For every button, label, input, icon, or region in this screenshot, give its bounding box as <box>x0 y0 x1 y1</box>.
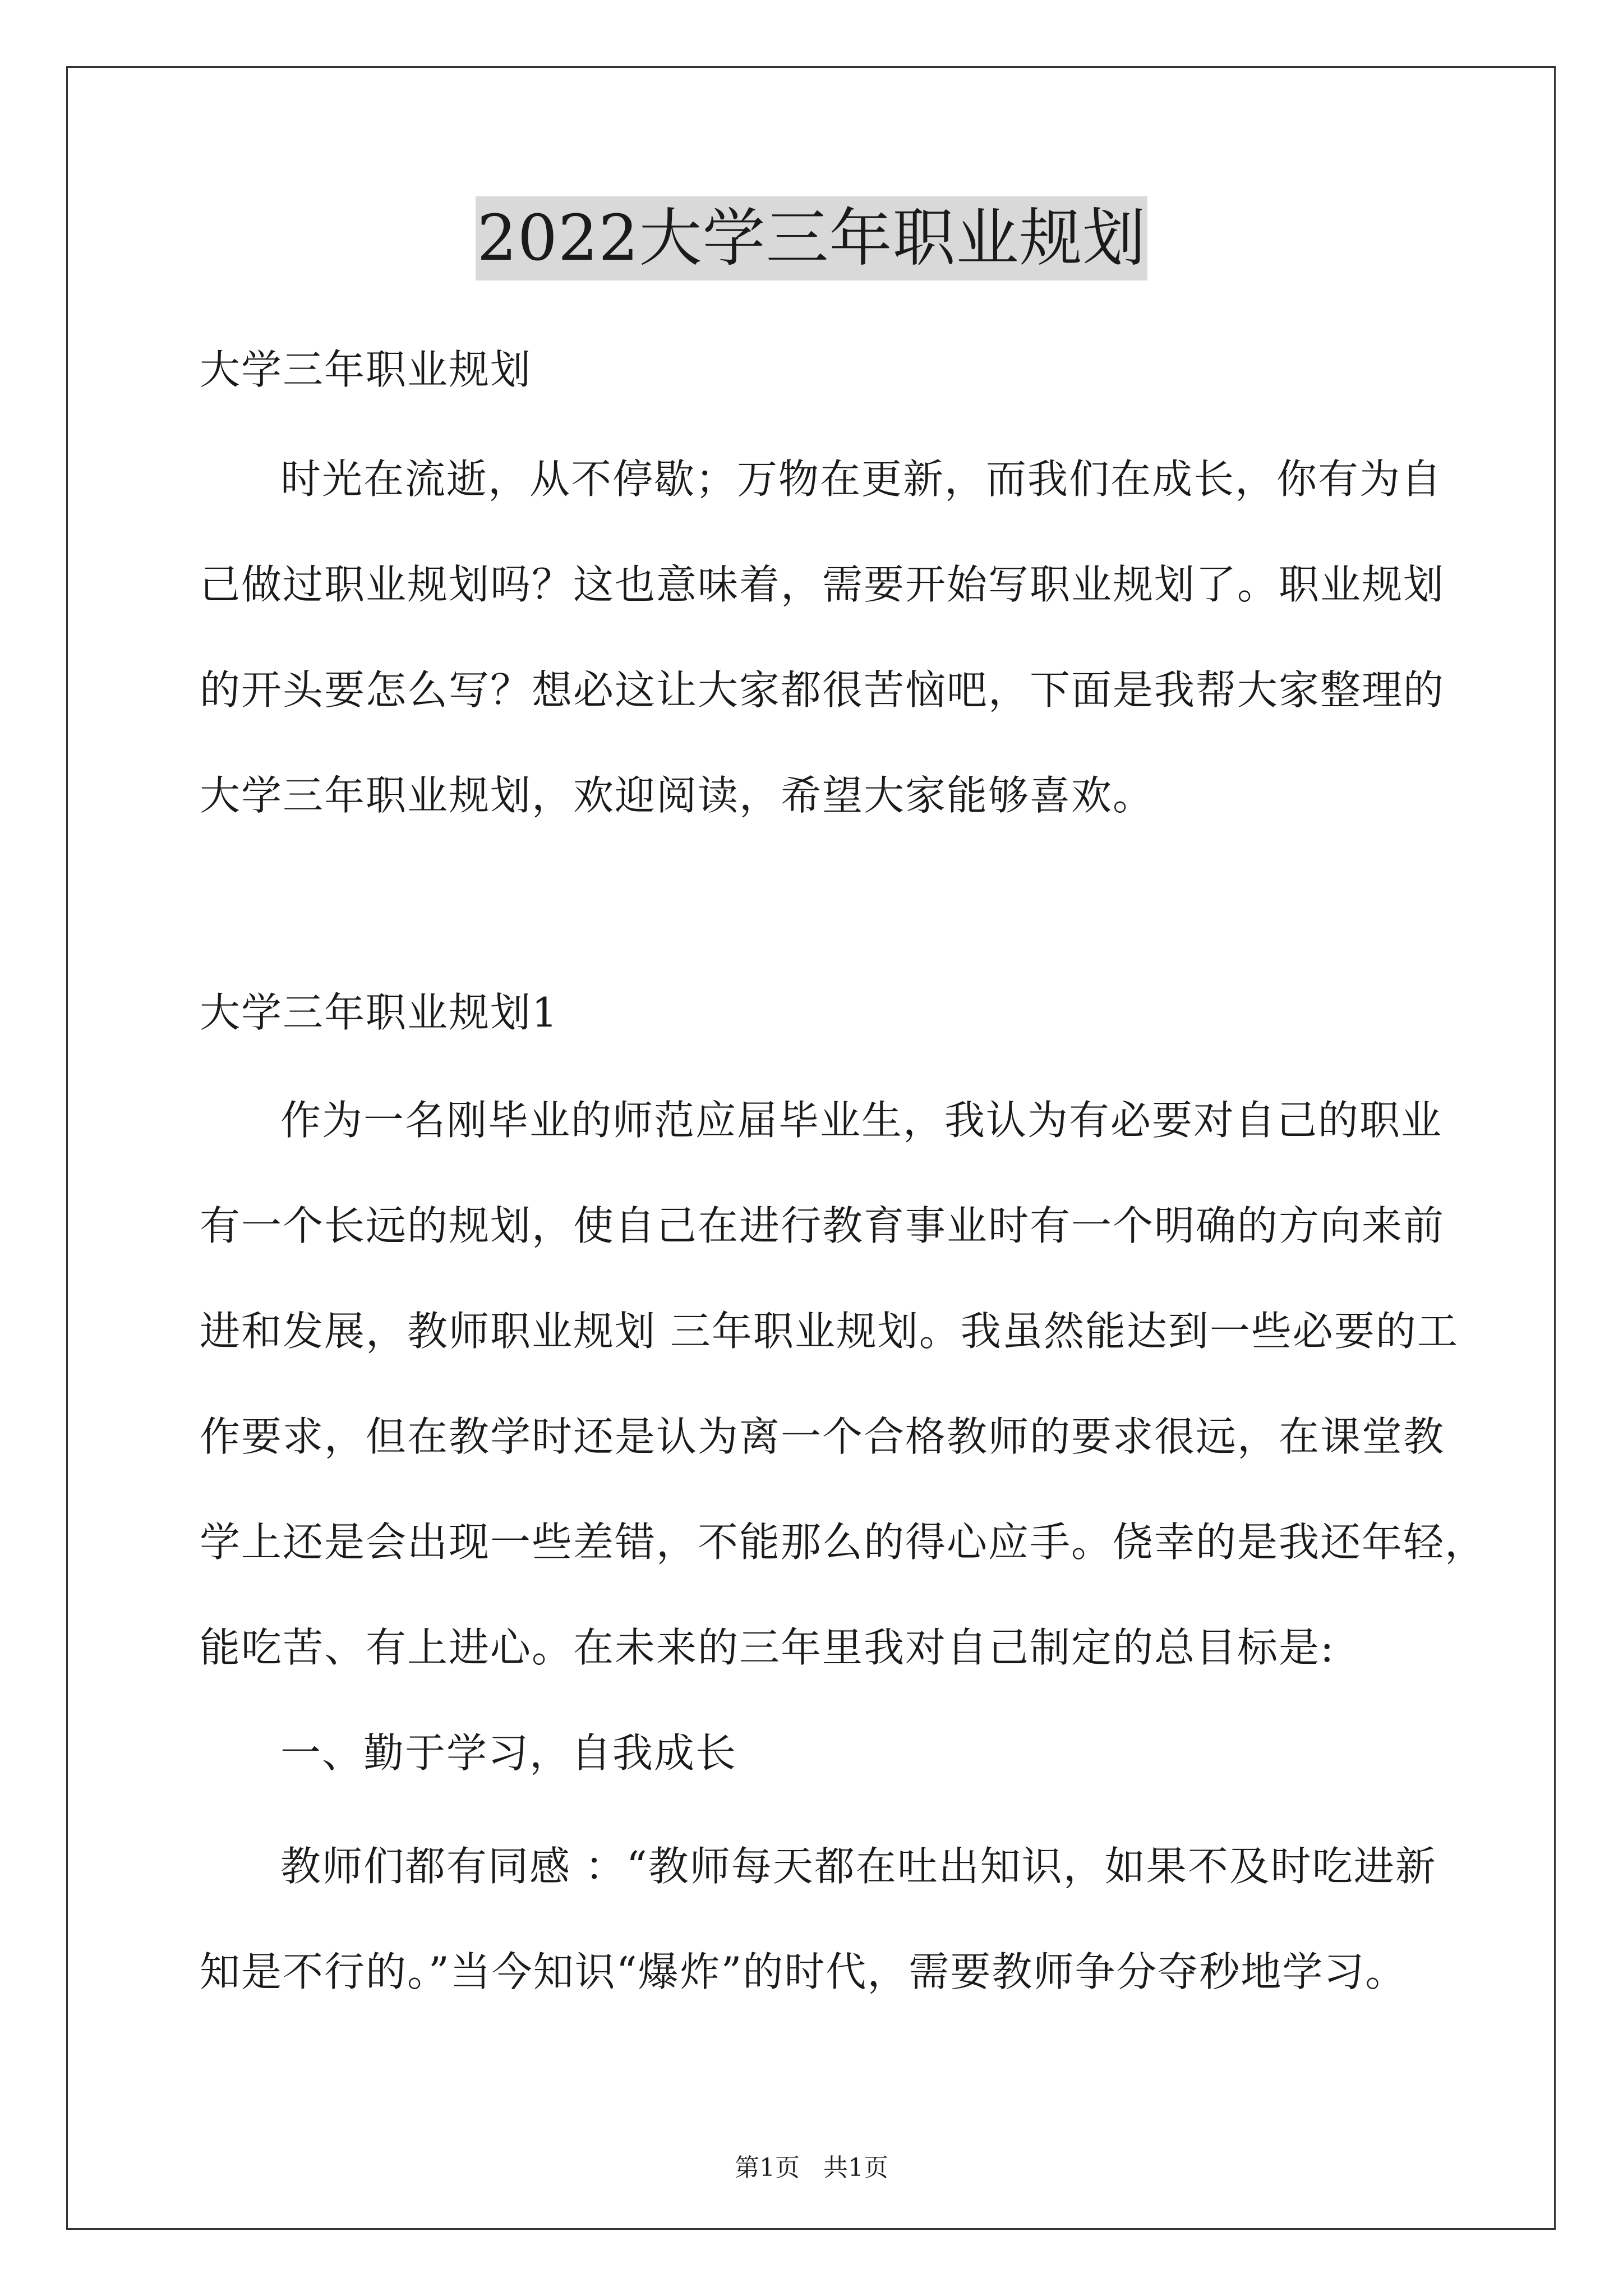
section-heading: 大学三年职业规划1 <box>200 989 559 1036</box>
intro-line: 的开头要怎么写？想必这让大家都很苦恼吧，下面是我帮大家整理的 <box>200 666 1445 714</box>
section-line: 能吃苦、有上进心。在未来的三年里我对自己制定的总目标是: <box>200 1624 1335 1671</box>
title-wrap <box>0 196 1623 280</box>
page-footer: 第1页 共1页 <box>735 2154 888 2182</box>
point-heading: 一、勤于学习，自我成长 <box>280 1729 737 1777</box>
point-line: 知是不行的。”当今知识“爆炸”的时代，需要教师争分夺秒地学习。 <box>200 1948 1407 1995</box>
intro-line: 己做过职业规划吗？这也意味着，需要开始写职业规划了。职业规划 <box>200 561 1445 608</box>
section-line: 学上还是会出现一些差错，不能那么的得心应手。侥幸的是我还年轻， <box>200 1519 1487 1566</box>
intro-line: 大学三年职业规划，欢迎阅读，希望大家能够喜欢。 <box>200 772 1155 819</box>
section-line: 有一个长远的规划，使自己在进行教育事业时有一个明确的方向来前 <box>200 1202 1445 1249</box>
intro-line: 时光在流逝，从不停歇；万物在更新，而我们在成长，你有为自 <box>280 455 1443 503</box>
document-title: 2022大学三年职业规划 <box>476 196 1147 280</box>
section-line: 作为一名刚毕业的师范应届毕业生，我认为有必要对自己的职业 <box>280 1097 1443 1144</box>
section-line: 作要求，但在教学时还是认为离一个合格教师的要求很远，在课堂教 <box>200 1413 1445 1460</box>
section-line: 进和发展，教师职业规划 三年职业规划。我虽然能达到一些必要的工 <box>200 1308 1459 1355</box>
point-line: 教师们都有同感 ：“教师每天都在吐出知识，如果不及时吃进新 <box>280 1843 1437 1890</box>
subtitle: 大学三年职业规划 <box>200 346 532 393</box>
